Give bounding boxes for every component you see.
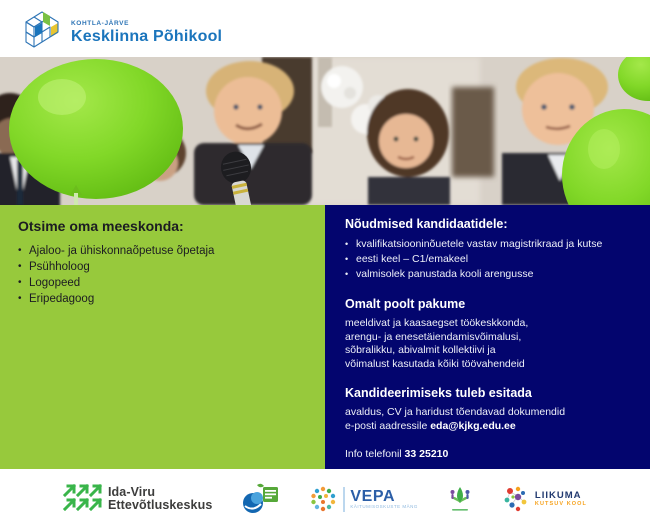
ida-viru-ettevotluskeskus-logo: [63, 483, 212, 516]
offer-text: [345, 317, 636, 371]
details-panel: [325, 205, 650, 469]
ida-viru-arrows-icon: [63, 483, 103, 516]
vacancy-item: • Psühholoog: [18, 259, 309, 275]
vacancy-item: • Ajaloo- ja ühiskonnaõpetuse õpetaja: [18, 243, 309, 259]
green-sprout-figures-icon: [448, 484, 472, 514]
ida-viru-line2: Ettevõtluskeskus: [107, 498, 213, 512]
apply-block: [345, 386, 636, 433]
requirements-heading: Nõudmised kandidaatidele:: [345, 217, 508, 231]
liikuma-kutsuv-kool-logo: [502, 484, 587, 514]
offer-line: meeldivat ja kaasaegset töökeskkonda,: [345, 317, 529, 329]
offer-heading: Omalt poolt pakume: [345, 297, 466, 311]
children-photo-illustration: [0, 57, 650, 205]
offer-line: võimalust kasutada kõiki töövahendeid: [345, 357, 525, 370]
requirement-item: • eesti keel – C1/emakeel: [345, 252, 636, 267]
school-logo: [22, 9, 222, 56]
requirements-block: [345, 217, 636, 282]
apply-text: [345, 406, 636, 433]
vacancies-panel: [0, 205, 325, 469]
email-address: eda@kjkg.edu.ee: [430, 419, 516, 432]
vacancy-item: • Logopeed: [18, 275, 309, 291]
vepa-logo-text: [350, 489, 418, 509]
school-logo-cube-icon: [22, 9, 64, 56]
offer-line: arengu- ja enesetäiendamisvõimalusi,: [345, 330, 522, 343]
school-city-label: KOHTLA-JÄRVE: [71, 19, 130, 27]
vacancies-list: [18, 243, 309, 307]
ida-viru-logo-text: [108, 486, 212, 512]
offer-line: sõbralikku, abivalmit kollektiivi ja: [345, 344, 496, 356]
vepa-dots-globe-icon: [310, 484, 338, 514]
partner-logos: [0, 469, 650, 529]
apply-email-line: [345, 420, 636, 434]
vepa-tagline: KÄITUMISOSKUSTE MÄNG: [350, 504, 418, 509]
liikuma-line1: LIIKUMA: [534, 490, 582, 501]
header: [0, 0, 650, 57]
vepa-label: VEPA: [350, 488, 396, 505]
requirement-item: • valmisolek panustada kooli arengusse: [345, 267, 636, 282]
apply-documents-line: avaldus, CV ja haridust tõendavad dokumendid: [345, 406, 566, 418]
green-sprout-figures-badge-logo: [448, 484, 472, 514]
liikuma-logo-text: [535, 491, 587, 507]
vacancies-heading: Otsime oma meeskonda:: [18, 218, 184, 234]
children-photo: [0, 57, 650, 205]
offer-block: [345, 297, 636, 371]
vacancy-item: • Eripedagoog: [18, 291, 309, 307]
phone-number: 33 25210: [404, 448, 449, 460]
liikuma-dots-cluster-icon: [502, 484, 530, 514]
bird-and-green-square-badge-logo: [242, 482, 280, 516]
vepa-divider: [343, 487, 345, 512]
requirement-item: • kvalifikatsiooninõuetele vastav magistrikraad ja kutse: [345, 237, 636, 252]
info-phone-prefix: Info telefonil: [345, 448, 405, 460]
ida-viru-line1: Ida-Viru: [107, 485, 156, 499]
apply-heading: Kandideerimiseks tuleb esitada: [345, 386, 532, 400]
school-name-label: Kesklinna Põhikool: [71, 27, 223, 45]
vepa-logo: [310, 484, 418, 514]
requirements-list: [345, 237, 636, 282]
info-phone-line: [345, 448, 636, 460]
liikuma-line2: KUTSUV KOOL: [534, 501, 588, 507]
bird-and-green-square-icon: [242, 482, 280, 516]
school-logo-text: [71, 20, 222, 46]
apply-email-prefix: e-posti aadressile: [345, 419, 431, 432]
